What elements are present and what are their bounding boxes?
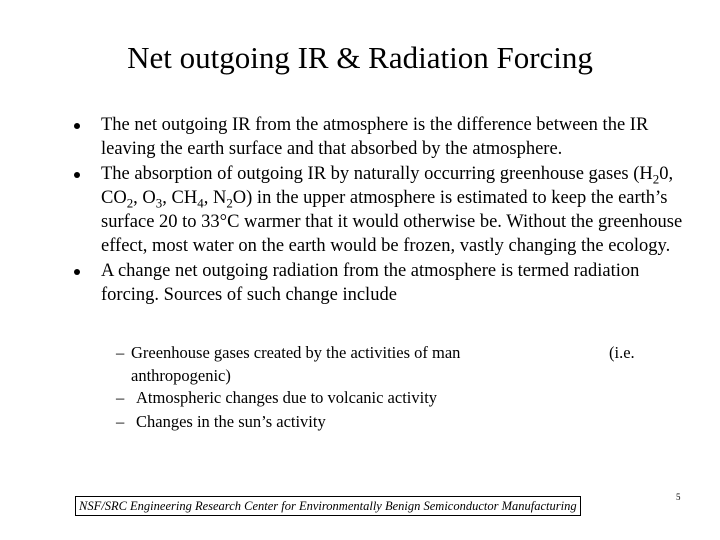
dash-icon: – <box>116 343 125 362</box>
bullet-item <box>74 113 684 162</box>
sub-bullet-item <box>116 341 676 386</box>
sub-bullet-list <box>116 341 676 435</box>
sub-bullet-note: (i.e. <box>609 343 635 362</box>
bullet-list <box>74 113 684 307</box>
bullet-text: The absorption of outgoing IR by naturally occurring greenhouse gases ($H_20$, $CO_2$, $O_3$, $CH_4$, $N_2O$) in the upper atmosphere is estimated to keep the earth’s surface 20 to 33°C warmer that it would otherwise be. Without the greenhouse effect, most water on the earth would be frozen, vastly changing the ecology. <box>101 163 683 257</box>
dash-icon: – <box>116 412 125 431</box>
sub-bullet-item <box>116 386 676 411</box>
bullet-dot-icon <box>74 269 80 275</box>
page-number: 5 <box>676 492 681 502</box>
bullet-dot-icon <box>74 123 80 129</box>
sub-bullet-item <box>116 410 676 435</box>
bullet-item <box>74 259 684 308</box>
sub-bullet-text: Changes in the sun’s activity <box>136 412 326 431</box>
bullet-text: The net outgoing IR from the atmosphere is the difference between the IR leaving the earth surface and that absorbed by the atmosphere. <box>101 115 649 160</box>
bullet-text: A change net outgoing radiation from the atmosphere is termed radiation forcing. Sources of such change include <box>101 260 640 306</box>
sub-bullet-text: Greenhouse gases created by the activities of man <box>131 343 461 362</box>
sub-bullet-text: Atmospheric changes due to volcanic activity <box>136 387 438 407</box>
footer-credit: NSF/SRC Engineering Research Center for Environmentally Benign Semiconductor Manufacturing <box>75 496 581 516</box>
bullet-dot-icon <box>74 172 80 178</box>
sub-bullet-continuation: anthropogenic) <box>131 365 231 385</box>
dash-icon: – <box>116 387 125 407</box>
bullet-item <box>74 162 684 259</box>
slide-title: Net outgoing IR & Radiation Forcing <box>127 40 593 75</box>
